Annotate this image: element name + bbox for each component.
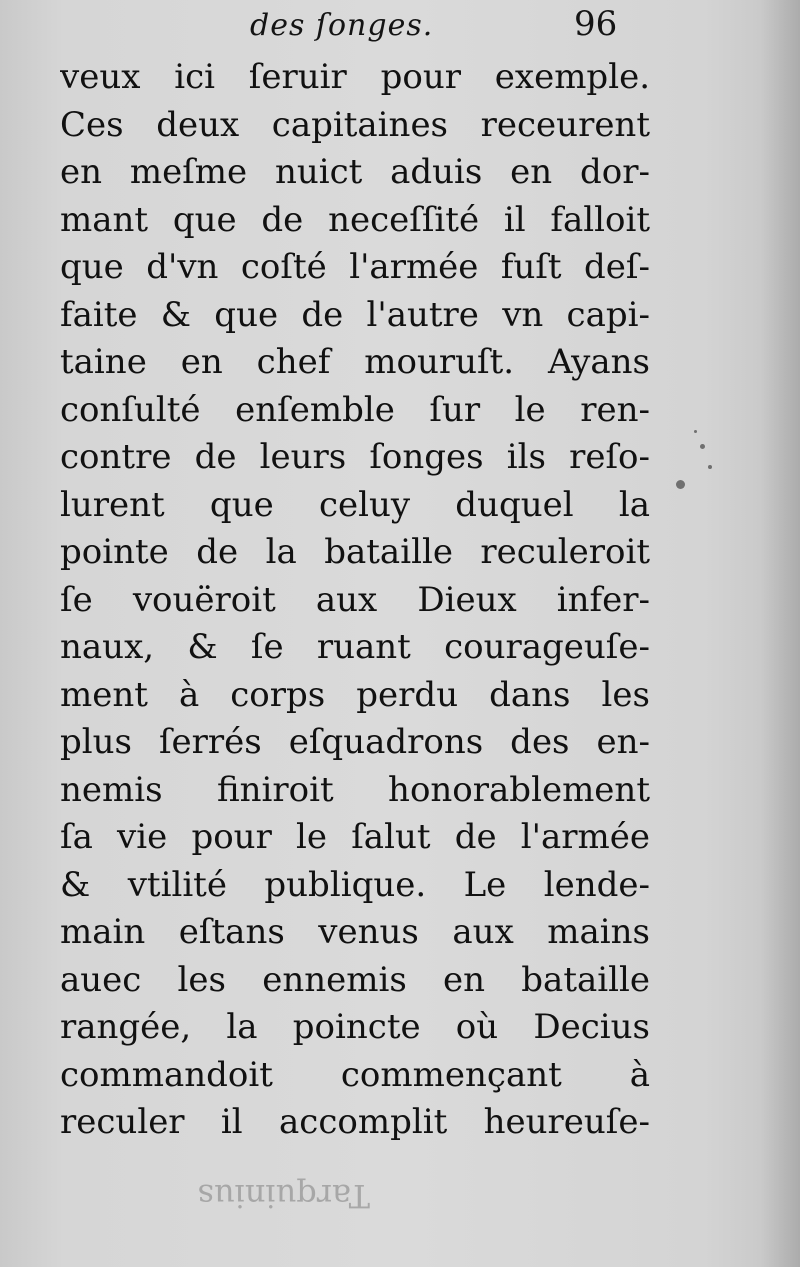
- ink-speck: [708, 465, 712, 469]
- text-line: taine en chef mouruſt. Ayans: [60, 342, 650, 382]
- text-line: Ces deux capitaines receurent: [60, 104, 650, 145]
- text-line: auec les ennemis en bataille: [60, 959, 650, 1000]
- ink-speck: [676, 480, 685, 489]
- text-line: ment à corps perdu dans les: [60, 674, 650, 715]
- text-line: conſulté enſemble ſur le ren-: [60, 389, 650, 430]
- text-line: commandoit commençant à: [60, 1054, 650, 1095]
- text-line: pointe de la bataille reculeroit: [60, 532, 650, 572]
- text-line: que d'vn coſté l'armée fuſt deſ-: [60, 247, 650, 287]
- text-line: ſa vie pour le ſalut de l'armée: [60, 817, 650, 857]
- text-line: rangée, la poincte où Decius: [60, 1007, 650, 1047]
- text-line: main eſtans venus aux mains: [60, 912, 650, 952]
- text-line: naux, & ſe ruant courageuſe-: [60, 627, 650, 667]
- show-through-text: Tarquinius: [197, 1177, 370, 1215]
- running-head: des ſonges.: [250, 8, 434, 43]
- text-line: mant que de neceſſité il falloit: [60, 199, 650, 240]
- text-line: nemis finiroit honorablement: [60, 769, 650, 810]
- body-text: [60, 54, 650, 1147]
- ink-speck: [700, 444, 705, 449]
- text-line: en meſme nuict aduis en dor-: [60, 152, 650, 192]
- text-line: contre de leurs ſonges ils reſo-: [60, 437, 650, 477]
- page-number: 96: [574, 4, 618, 44]
- page-edge-shadow: [760, 0, 800, 1267]
- text-line: veux ici ſeruir pour exemple.: [60, 57, 650, 97]
- text-line: & vtilité publique. Le lende-: [60, 864, 650, 905]
- ink-speck: [694, 430, 697, 433]
- text-line: lurent que celuy duquel la: [60, 484, 650, 525]
- page-header: [0, 4, 800, 48]
- text-line: plus ſerrés eſquadrons des en-: [60, 722, 650, 762]
- text-line: reculer il accomplit heureuſe-: [60, 1102, 650, 1142]
- text-line: faite & que de l'autre vn capi-: [60, 294, 650, 335]
- text-line: ſe vouëroit aux Dieux infer-: [60, 579, 650, 620]
